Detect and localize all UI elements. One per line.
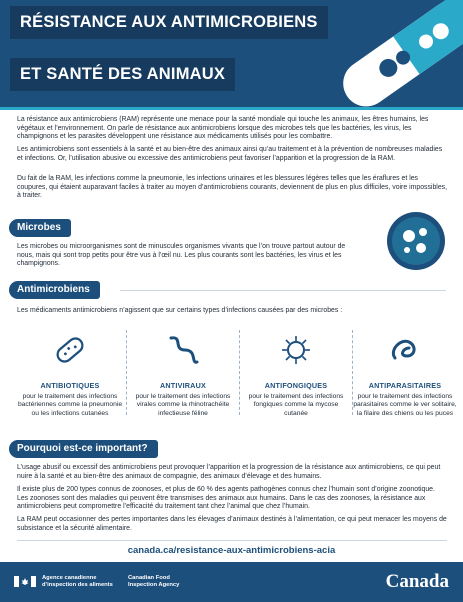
card-description: pour le traitement des infections parasitaires comme le ver solitaire, la filaire des chiens ou les puces [353, 393, 457, 417]
bacterium-icon [50, 330, 90, 370]
website-link[interactable]: canada.ca/resistance-aux-antimicrobiens-acia [127, 545, 336, 556]
antimicrobiens-intro: Les médicaments antimicrobiens n’agissent que sur certains types d’infections causées par des microbes : [17, 307, 343, 314]
card-antiviraux [128, 330, 238, 418]
canada-flag-icon [14, 576, 36, 587]
intro-paragraph-1: La résistance aux antimicrobiens (RAM) représente une menace pour la santé mondiale qui touche les animaux, les êtres humains, les végétaux et l’environnement. On parle de résistance aux antimicrobiens lorsque des microbes tels que les bactéries, les virus, les champignons et les parasites développent une résistance aux médicaments utilisés pour les combattre. [17, 116, 429, 141]
agency-name-en: Canadian Food Inspection Agency [128, 575, 180, 588]
card-divider [126, 330, 127, 415]
title-line-2: ET SANTÉ DES ANIMAUX [10, 58, 235, 91]
card-divider [239, 330, 240, 415]
footer-divider [17, 540, 447, 541]
pourquoi-paragraph-3: La RAM peut occasionner des pertes importantes dans les élevages d’animaux destinés à l’alimentation, ce qui peut menacer les moyens de subsistance et la sécurité alimentaire. [17, 516, 447, 532]
card-antifongiques [241, 330, 351, 418]
animals-pill-illustration [343, 0, 463, 107]
card-name: ANTIFONGIQUES [264, 381, 328, 390]
pourquoi-paragraph-1: L’usage abusif ou excessif des antimicrobiens peut provoquer l’apparition et la progression de la résistance aux antimicrobiens, ce qui peut nuire à la santé et au bien-être des animaux de compagnie, des animaux d’élevage et des humains. [17, 464, 441, 480]
title-line-1: RÉSISTANCE AUX ANTIMICROBIENS [10, 6, 328, 39]
card-name: ANTIPARASITAIRES [368, 381, 442, 390]
agency-name-fr: Agence canadienne d’inspection des aliments [42, 575, 113, 588]
card-description: pour le traitement des infections fongiques comme la mycose cutanée [248, 393, 344, 417]
footer [0, 562, 463, 602]
antimicrobiens-heading: Antimicrobiens [9, 281, 100, 299]
microscope-dish-icon [385, 210, 447, 272]
intro-paragraph-2: Les antimicrobiens sont essentiels à la santé et au bien-être des animaux ainsi qu’au traitement et à la prévention de nombreuses maladies et infections. Or, l’utilisation abusive ou excessive des antimicrobiens peut favoriser l’apparition et la progression de la RAM. [17, 146, 443, 162]
pourquoi-paragraph-2: Il existe plus de 200 types connus de zoonoses, et plus de 60 % des agents pathogènes connus chez l’humain sont d’origine zoonotique. Les zoonoses sont des maladies qui peuvent être transmises des animaux aux humains. Dans le cas des zoonoses, la résistance aux antimicrobiens peut compromettre l’efficacité du traitement tant chez l’animal que chez l’humain. [17, 486, 435, 511]
card-antibiotiques [15, 330, 125, 418]
section-divider [120, 290, 446, 291]
microbes-text: Les microbes ou microorganismes sont de minuscules organismes vivants que l’on trouve partout autour de nous, mais qui sont trop petits pour être vus à l’œil nu. Les plus courants sont les bactéries, les virus et les champignons. [17, 243, 346, 268]
card-name: ANTIBIOTIQUES [40, 381, 100, 390]
card-description: pour le traitement des infections bactériennes comme la pneumonie ou les infections cutanées [17, 393, 123, 417]
intro-paragraph-3: Du fait de la RAM, les infections comme la pneumonie, les infections urinaires et les blessures légères telles que les éraflures et les coupures, qui étaient auparavant faciles à traiter au moyen d’antimicrobiens courants, deviennent de plus en plus difficiles, voire impossibles, à traiter. [17, 175, 448, 200]
virus-strand-icon [163, 330, 203, 370]
pourquoi-heading: Pourquoi est-ce important? [9, 440, 158, 458]
fungus-spore-icon [276, 330, 316, 370]
worm-icon [385, 330, 425, 370]
card-antiparasitaires [350, 330, 460, 418]
card-description: pour le traitement des infections virales comme la rhinotrachéite infectieuse féline [135, 393, 231, 417]
accent-bar [0, 107, 463, 110]
card-name: ANTIVIRAUX [160, 381, 206, 390]
canada-wordmark: Canada [385, 571, 449, 592]
microbes-heading: Microbes [9, 219, 71, 237]
header-banner [0, 0, 463, 107]
